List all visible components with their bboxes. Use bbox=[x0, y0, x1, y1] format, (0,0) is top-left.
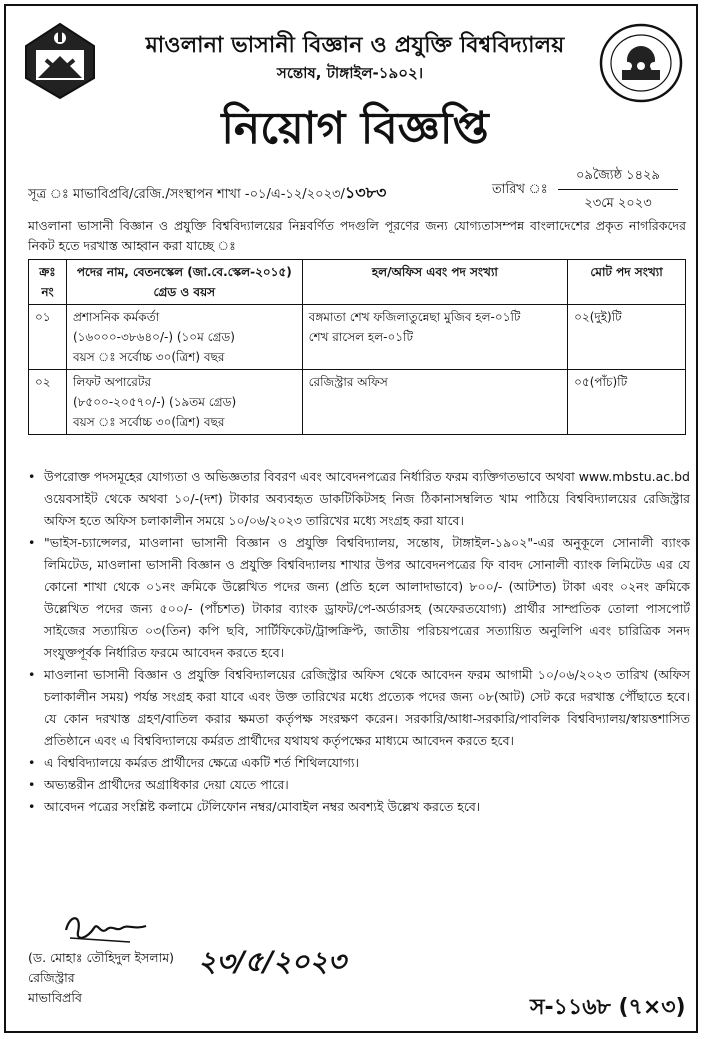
table-row bbox=[29, 305, 686, 370]
post-age: বয়স ঃ সর্বোচ্চ ৩০(ত্রিশ) বছর bbox=[72, 350, 225, 364]
cell-sl: ০২ bbox=[29, 370, 67, 435]
office-line: রেজিস্ট্রার অফিস bbox=[308, 375, 388, 389]
list-item: • আবেদন পত্রের সংশ্লিষ্ট কলামে টেলিফোন নম্বর/মোবাইল নম্বর অবশ্যই উল্লেখ করতে হবে। bbox=[28, 796, 690, 818]
university-logo bbox=[20, 20, 100, 102]
campaign-seal bbox=[598, 22, 684, 104]
office-line: শেখ রাসেল হল-০১টি bbox=[308, 330, 414, 344]
header-post: পদের নাম, বেতনস্কেল (জা.বে.স্কেল-২০১৫) গ্রেড ও বয়স bbox=[66, 260, 302, 305]
bullet-icon: • bbox=[28, 469, 36, 484]
cell-sl: ০১ bbox=[29, 305, 67, 370]
post-scale: (১৬০০০-৩৮৬৪০/-) (১০ম গ্রেড) bbox=[72, 330, 235, 344]
date-label: তারিখ ঃ bbox=[492, 182, 548, 197]
table-header-row bbox=[29, 260, 686, 305]
cell-office bbox=[302, 370, 567, 435]
registrar-name: (ড. মোহাঃ তৌহিদুল ইসলাম) bbox=[28, 950, 175, 965]
bullet-icon: • bbox=[28, 667, 36, 682]
page-title: নিয়োগ বিজ্ঞপ্তি bbox=[221, 103, 489, 154]
signature-mark bbox=[60, 908, 150, 948]
header-total: মোট পদ সংখ্যা bbox=[568, 260, 686, 305]
date-english: ২৩মে ২০২৩ bbox=[584, 196, 652, 211]
cell-post bbox=[66, 305, 302, 370]
post-name: লিফট অপারেটর bbox=[72, 375, 152, 389]
posts-table bbox=[28, 259, 686, 435]
bullet-icon: • bbox=[28, 799, 36, 814]
bullet-icon: • bbox=[28, 777, 36, 792]
header-office: হল/অফিস এবং পদ সংখ্যা bbox=[302, 260, 567, 305]
list-item: • উপরোক্ত পদসমূহের যোগ্যতা ও অভিজ্ঞতার বিবরণ এবং আবেদনপত্রের নির্ধারিত ফরম ব্যক্তিগতভাবে অথবা www.mbstu.ac.bd ওয়েবসাইট থেকে অথবা ১০/-(দশ) টাকার অব্যবহৃত ডাকটিকিটসহ নিজ ঠিকানাসম্বলিত খাম পাঠিয়ে বিশ্ববিদ্যালয়ের রেজিস্ট্রার অফিস হতে অফিস চলাকালীন সময়ে ১০/০৬/২০২৩ তারিখের মধ্যে সংগ্রহ করা যাবে। bbox=[28, 466, 690, 532]
bullet-icon: • bbox=[28, 535, 36, 550]
list-item: • অভ্যন্তরীন প্রার্থীদের অগ্রাধিকার দেয়া যেতে পারে। bbox=[28, 774, 690, 796]
university-name: মাওলানা ভাসানী বিজ্ঞান ও প্রযুক্তি বিশ্ববিদ্যালয় bbox=[145, 33, 565, 58]
cell-office bbox=[302, 305, 567, 370]
list-item: • মাওলানা ভাসানী বিজ্ঞান ও প্রযুক্তি বিশ্ববিদ্যালয়ের রেজিস্ট্রার অফিস থেকে আবেদন ফরম আগামী ১০/০৬/২০২৩ তারিখ (অফিস চলাকালীন সময়) পর্যন্ত সংগ্রহ করা যাবে এবং উক্ত তারিখের মধ্যে প্রত্যেক পদের জন্য ০৮(আট) সেট করে দরখাস্ত পৌঁছাতে হবে। যে কোন দরখাস্ত গ্রহণ/বাতিল করার ক্ষমতা কর্তৃপক্ষ সংরক্ষণ করেন। সরকারি/আধা-সরকারি/পাবলিক বিশ্ববিদ্যালয়/স্বায়ত্তশাসিত প্রতিষ্ঠানে এবং এ বিশ্ববিদ্যালয়ে কর্মরত প্রার্থীদের যথাযথ কর্তৃপক্ষের মাধ্যমে আবেদন করতে হবে। bbox=[28, 664, 690, 752]
post-age: বয়স ঃ সর্বোচ্চ ৩০(ত্রিশ) বছর bbox=[72, 415, 225, 429]
date-box bbox=[558, 166, 678, 215]
intro-text: মাওলানা ভাসানী বিজ্ঞান ও প্রযুক্তি বিশ্ববিদ্যালয়ের নিম্নবর্ণিত পদগুলি পূরণের জন্য যোগ্যতাসম্পন্ন বাংলাদেশের প্রকৃত নাগরিকদের নিকট হতে দরখাস্ত আহ্বান করা যাচ্ছে ঃ bbox=[28, 218, 686, 253]
registrar-block bbox=[28, 948, 174, 1008]
cell-total: ০২(দুই)টি bbox=[568, 305, 686, 370]
memo-number: ১৩৮৩ bbox=[344, 183, 387, 202]
memo-prefix: সূত্র ঃ মাভাবিপ্রবি/রেজি./সংস্থাপন শাখা -০১/এ-১২/২০২৩/ bbox=[28, 187, 345, 202]
registrar-org: মাভাবিপ্রবি bbox=[28, 990, 82, 1005]
cell-total: ০৫(পাঁচ)টি bbox=[568, 370, 686, 435]
post-name: প্রশাসনিক কর্মকর্তা bbox=[72, 310, 160, 324]
memo-reference bbox=[28, 180, 386, 207]
bullet-icon: • bbox=[28, 755, 36, 770]
university-address: সন্তোষ, টাঙ্গাইল-১৯০২। bbox=[276, 64, 424, 82]
table-row bbox=[29, 370, 686, 435]
office-line: বঙ্গমাতা শেখ ফজিলাতুন্নেছা মুজিব হল-০১টি bbox=[308, 310, 521, 324]
footer-code: স-১১৬৮ (৭×৩) bbox=[530, 995, 686, 1020]
registrar-designation: রেজিস্ট্রার bbox=[28, 970, 75, 985]
header-sl: ক্রঃ নং bbox=[29, 260, 67, 305]
post-scale: (৮৫০০-২০৫৭০/-) (১৯তম গ্রেড) bbox=[72, 395, 237, 409]
cell-post bbox=[66, 370, 302, 435]
conditions-list bbox=[28, 466, 690, 818]
date-bangla: ০৯জ্যৈষ্ঠ ১৪২৯ bbox=[558, 166, 678, 190]
list-item: • "ভাইস-চ্যান্সেলর, মাওলানা ভাসানী বিজ্ঞান ও প্রযুক্তি বিশ্ববিদ্যালয়, সন্তোষ, টাঙ্গাইল-১৯০২"-এর অনুকূলে সোনালী ব্যাংক লিমিটেড, মাওলানা ভাসানী বিজ্ঞান ও প্রযুক্তি বিশ্ববিদ্যালয় শাখার উপর আবেদনপত্রের ফি বাবদ সোনালী ব্যাংক লিমিটেড এর যে কোনো শাখা থেকে ০১নং ক্রমিকে উল্লেখিত পদের জন্য (প্রতি হলে আলাদাভাবে) ৮০০/- (আটশত) টাকা এবং ০২নং ক্রমিকে উল্লেখিত পদের জন্য ৫০০/- (পাঁচশত) টাকার ব্যাংক ড্রাফট/পে-অর্ডারসহ (অফেরতযোগ্য) প্রার্থীর সাম্প্রতিক তোলা পাসপোর্ট সাইজের সত্যায়িত ০৩(তিন) কপি ছবি, সার্টিফিকেট/ট্রান্সক্রিপ্ট, জাতীয় পরিচয়পত্রের সত্যায়িত অনুলিপি এবং চারিত্রিক সনদ সংযুক্তপূর্বক নির্ধারিত ফরমে আবেদন করতে হবে। bbox=[28, 532, 690, 664]
handwritten-date: ২৩/৫/২০২৩ bbox=[198, 945, 346, 978]
list-item: • এ বিশ্ববিদ্যালয়ে কর্মরত প্রার্থীদের ক্ষেত্রে একটি শর্ত শিথিলযোগ্য। bbox=[28, 752, 690, 774]
